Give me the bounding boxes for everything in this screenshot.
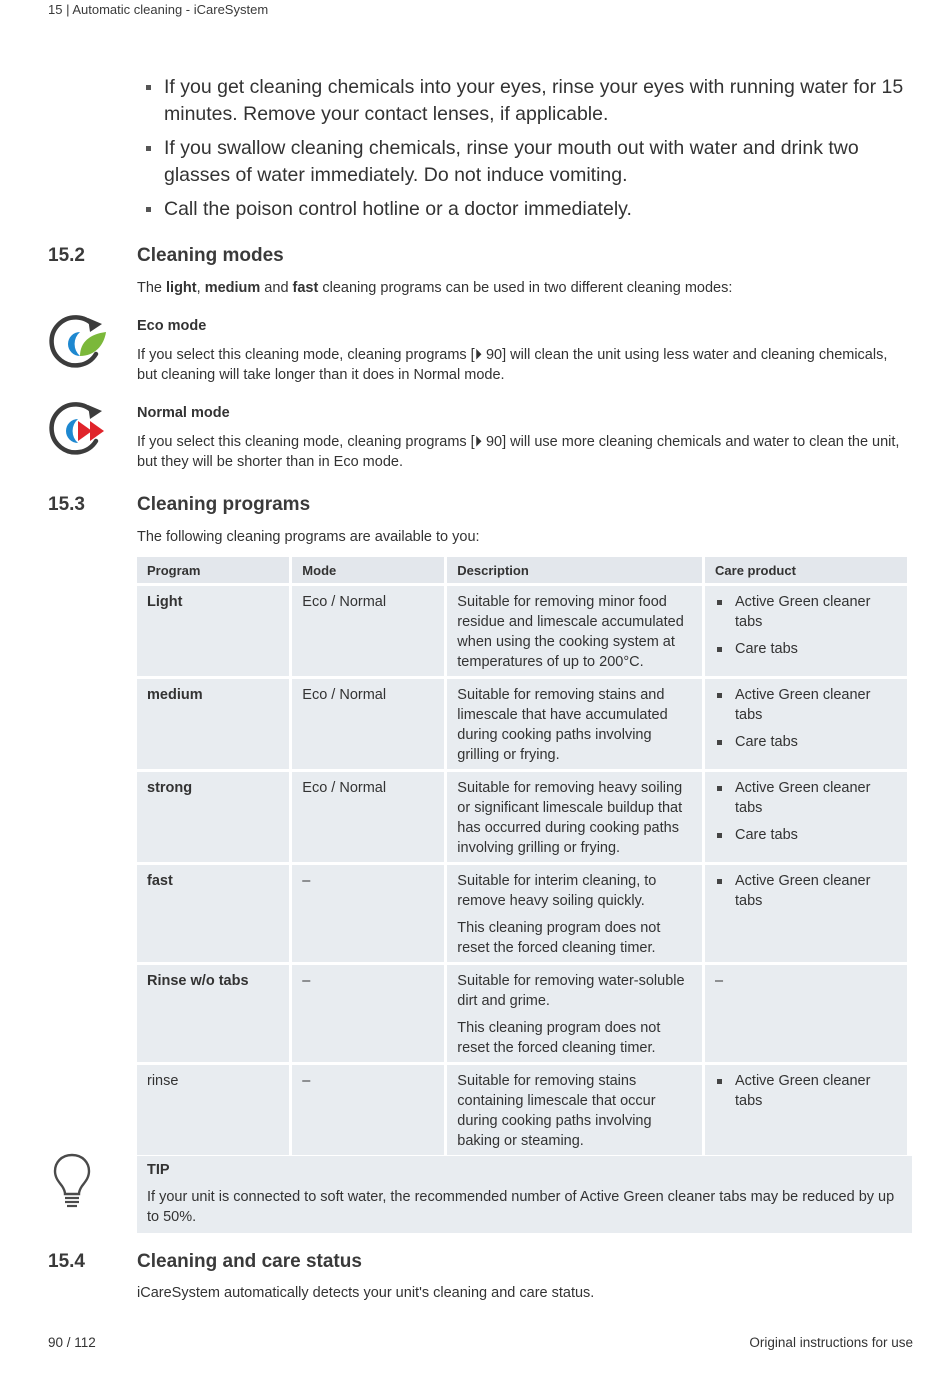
care-product-text: Active Green cleaner tabs bbox=[735, 687, 871, 723]
care-product-text: Care tabs bbox=[735, 827, 798, 843]
care-product-item bbox=[715, 778, 897, 818]
column-header-description: Description bbox=[447, 557, 702, 583]
bullet-text: If you swallow cleaning chemicals, rinse your mouth out with water and drink two glasses of water immediately. Do not induce vomiting. bbox=[164, 137, 859, 186]
table-row bbox=[137, 772, 907, 862]
intro-bold: medium bbox=[204, 280, 261, 296]
program-mode: Eco / Normal bbox=[292, 679, 444, 769]
bullet-marker bbox=[717, 1079, 722, 1084]
intro-text: The bbox=[137, 280, 167, 296]
care-product-cell bbox=[705, 865, 907, 962]
bullet-item bbox=[146, 196, 916, 223]
care-product-list bbox=[715, 871, 897, 911]
program-description bbox=[447, 679, 702, 769]
bullet-marker bbox=[146, 85, 151, 90]
bullet-marker bbox=[717, 693, 722, 698]
bullet-marker bbox=[146, 146, 151, 151]
care-product-text: Active Green cleaner tabs bbox=[735, 780, 871, 816]
description-text: Suitable for removing stains containing limescale that occur during cooking paths involving baking or steaming. bbox=[457, 1073, 656, 1149]
care-product-text: Care tabs bbox=[735, 734, 798, 750]
care-product-item bbox=[715, 1071, 897, 1111]
program-mode: – bbox=[292, 965, 444, 1062]
eco-mode-title: Eco mode bbox=[137, 318, 207, 334]
tip-box bbox=[137, 1156, 912, 1233]
section-title: Cleaning programs bbox=[137, 494, 311, 515]
program-name: Rinse w/o tabs bbox=[137, 965, 289, 1062]
tip-title: TIP bbox=[147, 1162, 170, 1178]
intro-bold: light bbox=[166, 280, 197, 296]
care-product-item bbox=[715, 639, 897, 659]
section-number: 15.4 bbox=[48, 1251, 85, 1272]
intro-text: , bbox=[196, 280, 205, 296]
table-row bbox=[137, 679, 907, 769]
bullet-item bbox=[146, 135, 916, 189]
program-name: strong bbox=[137, 772, 289, 862]
table-row bbox=[137, 586, 907, 676]
bullet-marker bbox=[717, 647, 722, 652]
tip-text: If your unit is connected to soft water, the recommended number of Active Green cleaner tabs may be reduced by up to 50%. bbox=[147, 1189, 895, 1225]
bullet-marker bbox=[717, 600, 722, 605]
care-product-cell: – bbox=[705, 965, 907, 1062]
bullet-marker bbox=[717, 740, 722, 745]
program-mode: – bbox=[292, 1065, 444, 1155]
safety-bullet-list bbox=[146, 74, 916, 230]
description-note: This cleaning program does not reset the forced cleaning timer. bbox=[457, 1020, 661, 1056]
care-product-text: Active Green cleaner tabs bbox=[735, 873, 871, 909]
intro-text: and bbox=[260, 280, 293, 296]
description-text: Suitable for interim cleaning, to remove heavy soiling quickly. bbox=[457, 873, 657, 909]
bullet-marker bbox=[717, 879, 722, 884]
care-product-item bbox=[715, 732, 897, 752]
care-product-text: Active Green cleaner tabs bbox=[735, 594, 871, 630]
care-product-list bbox=[715, 1071, 897, 1111]
care-product-list bbox=[715, 685, 897, 752]
care-product-cell bbox=[705, 679, 907, 769]
care-product-cell bbox=[705, 1065, 907, 1155]
column-header-program: Program bbox=[137, 557, 289, 583]
cleaning-programs-intro: The following cleaning programs are available to you: bbox=[137, 529, 480, 545]
program-description bbox=[447, 965, 702, 1062]
program-name: fast bbox=[137, 865, 289, 962]
running-header: 15 | Automatic cleaning - iCareSystem bbox=[48, 2, 269, 17]
table-row bbox=[137, 1065, 907, 1155]
description-text: Suitable for removing water-soluble dirt and grime. bbox=[457, 973, 685, 1009]
care-product-item bbox=[715, 825, 897, 845]
footer-note: Original instructions for use bbox=[749, 1335, 913, 1350]
program-description bbox=[447, 586, 702, 676]
description-note: This cleaning program does not reset the forced cleaning timer. bbox=[457, 920, 661, 956]
column-header-care-product: Care product bbox=[705, 557, 907, 583]
program-mode: Eco / Normal bbox=[292, 772, 444, 862]
intro-text: cleaning programs can be used in two different cleaning modes: bbox=[318, 280, 733, 296]
description-text: Suitable for removing stains and limescale that have accumulated during cooking paths involving grilling or frying. bbox=[457, 687, 668, 763]
eco-mode-description: If you select this cleaning mode, cleaning programs [⏵ 90] will clean the unit using less water and cleaning chemicals, but cleaning will take longer than it does in Normal mode. bbox=[137, 347, 888, 383]
care-product-text: Active Green cleaner tabs bbox=[735, 1073, 871, 1109]
cleaning-programs-table bbox=[134, 554, 910, 1158]
program-name: medium bbox=[137, 679, 289, 769]
normal-mode-description: If you select this cleaning mode, cleaning programs [⏵ 90] will use more cleaning chemicals and water to clean the unit, but they will be shorter than in Eco mode. bbox=[137, 434, 900, 470]
eco-mode-icon bbox=[44, 314, 108, 372]
table-row bbox=[137, 865, 907, 962]
bullet-item bbox=[146, 74, 916, 128]
program-description bbox=[447, 1065, 702, 1155]
table-row bbox=[137, 965, 907, 1062]
care-product-list bbox=[715, 592, 897, 659]
bullet-marker bbox=[717, 833, 722, 838]
intro-bold: fast bbox=[292, 280, 319, 296]
care-product-text: Care tabs bbox=[735, 641, 798, 657]
cleaning-modes-intro bbox=[137, 278, 907, 298]
care-product-list bbox=[715, 778, 897, 845]
section-title: Cleaning modes bbox=[137, 245, 284, 266]
bullet-marker bbox=[717, 786, 722, 791]
section-number: 15.3 bbox=[48, 494, 85, 515]
care-status-text: iCareSystem automatically detects your unit's cleaning and care status. bbox=[137, 1285, 595, 1301]
care-product-cell bbox=[705, 586, 907, 676]
care-product-item bbox=[715, 592, 897, 632]
description-text: Suitable for removing minor food residue and limescale accumulated when using the cooking system at temperatures of up to 200°C. bbox=[457, 594, 684, 670]
program-mode: – bbox=[292, 865, 444, 962]
table-header-row bbox=[137, 557, 907, 583]
normal-mode-icon bbox=[44, 401, 108, 459]
program-name: Light bbox=[137, 586, 289, 676]
bullet-text: If you get cleaning chemicals into your eyes, rinse your eyes with running water for 15 minutes. Remove your contact lenses, if applicable. bbox=[164, 76, 904, 125]
care-product-item bbox=[715, 685, 897, 725]
program-name: rinse bbox=[137, 1065, 289, 1155]
program-description bbox=[447, 772, 702, 862]
page-number: 90 / 112 bbox=[48, 1335, 96, 1350]
bullet-marker bbox=[146, 207, 151, 212]
program-description bbox=[447, 865, 702, 962]
bullet-text: Call the poison control hotline or a doctor immediately. bbox=[164, 198, 632, 220]
lightbulb-icon bbox=[52, 1152, 92, 1208]
section-title: Cleaning and care status bbox=[137, 1251, 362, 1272]
description-text: Suitable for removing heavy soiling or significant limescale buildup that has occurred during cooking paths involving grilling or frying. bbox=[457, 780, 683, 856]
normal-mode-title: Normal mode bbox=[137, 405, 230, 421]
care-product-item bbox=[715, 871, 897, 911]
program-mode: Eco / Normal bbox=[292, 586, 444, 676]
section-number: 15.2 bbox=[48, 245, 85, 266]
column-header-mode: Mode bbox=[292, 557, 444, 583]
care-product-cell bbox=[705, 772, 907, 862]
